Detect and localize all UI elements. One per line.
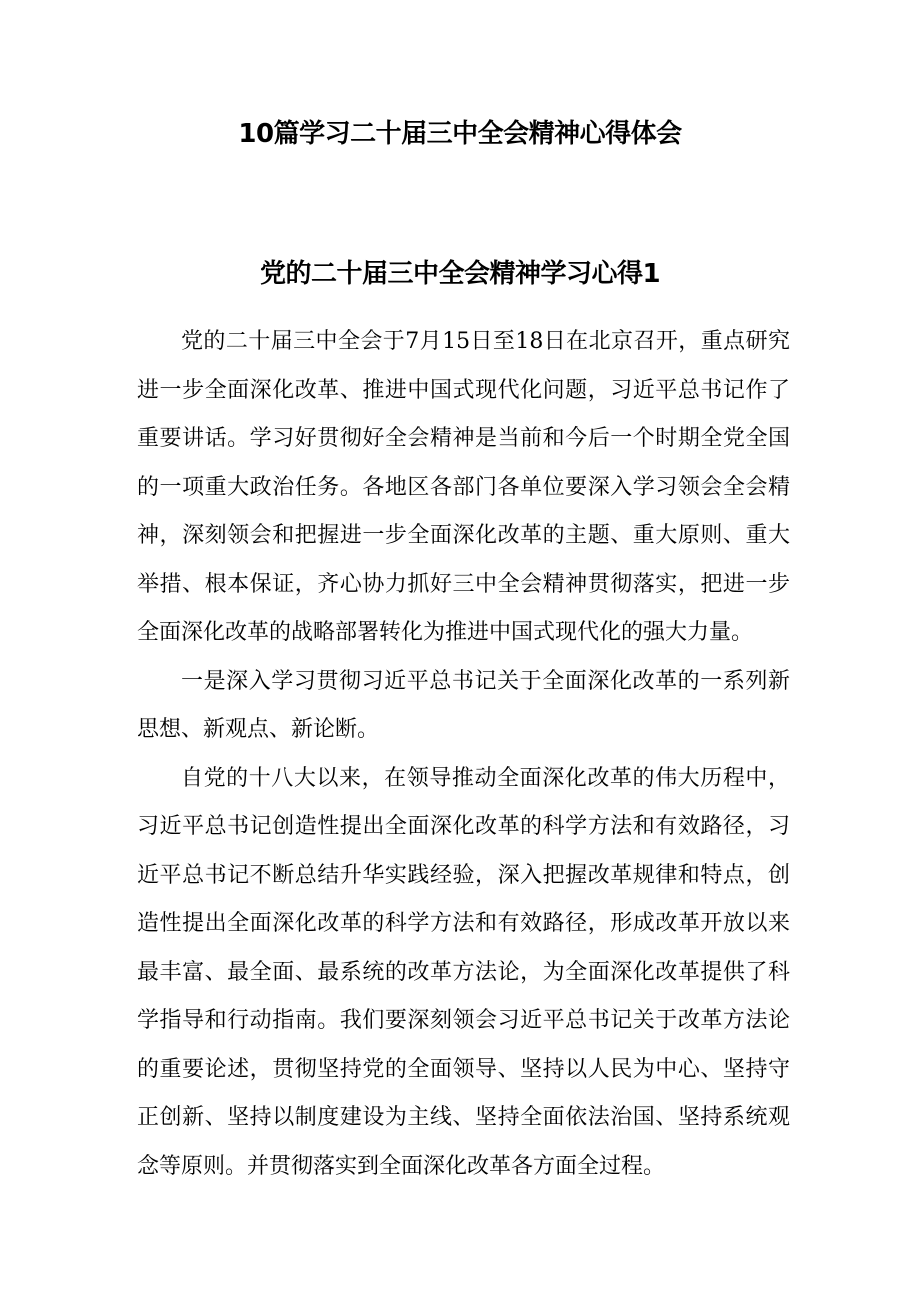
paragraph-3: 自党的十八大以来，在领导推动全面深化改革的伟大历程中，习近平总书记创造性提出全面深化改革的科学方法和有效路径，习近平总书记不断总结升华实践经验，深入把握改革规律和特点，创造性提出全面深化改革的科学方法和有效路径，形成改革开放以来最丰富、最全面、最系统的改革方法论，为全面深化改革提供了科学指导和行动指南。我们要深刻领会习近平总书记关于改革方法论的重要论述，贯彻坚持党的全面领导、坚持以人民为中心、坚持守正创新、坚持以制度建设为主线、坚持全面依法治国、坚持系统观念等原则。并贯彻落实到全面深化改革各方面全过程。 — [137, 765, 790, 1179]
paragraph-2: 一是深入学习贯彻习近平总书记关于全面深化改革的一系列新思想、新观点、新论断。 — [137, 668, 790, 742]
section-title: 党的二十届三中全会精神学习心得1 — [259, 259, 661, 289]
document-body — [137, 318, 790, 1191]
document-title: 10篇学习二十届三中全会精神心得体会 — [238, 119, 682, 149]
paragraph-1: 党的二十届三中全会于7月15日至18日在北京召开，重点研究进一步全面深化改革、推进中国式现代化问题，习近平总书记作了重要讲话。学习好贯彻好全会精神是当前和今后一个时期全党全国的一项重大政治任务。各地区各部门各单位要深入学习领会全会精神，深刻领会和把握进一步全面深化改革的主题、重大原则、重大举措、根本保证，齐心协力抓好三中全会精神贯彻落实，把进一步全面深化改革的战略部署转化为推进中国式现代化的强大力量。 — [137, 329, 790, 645]
